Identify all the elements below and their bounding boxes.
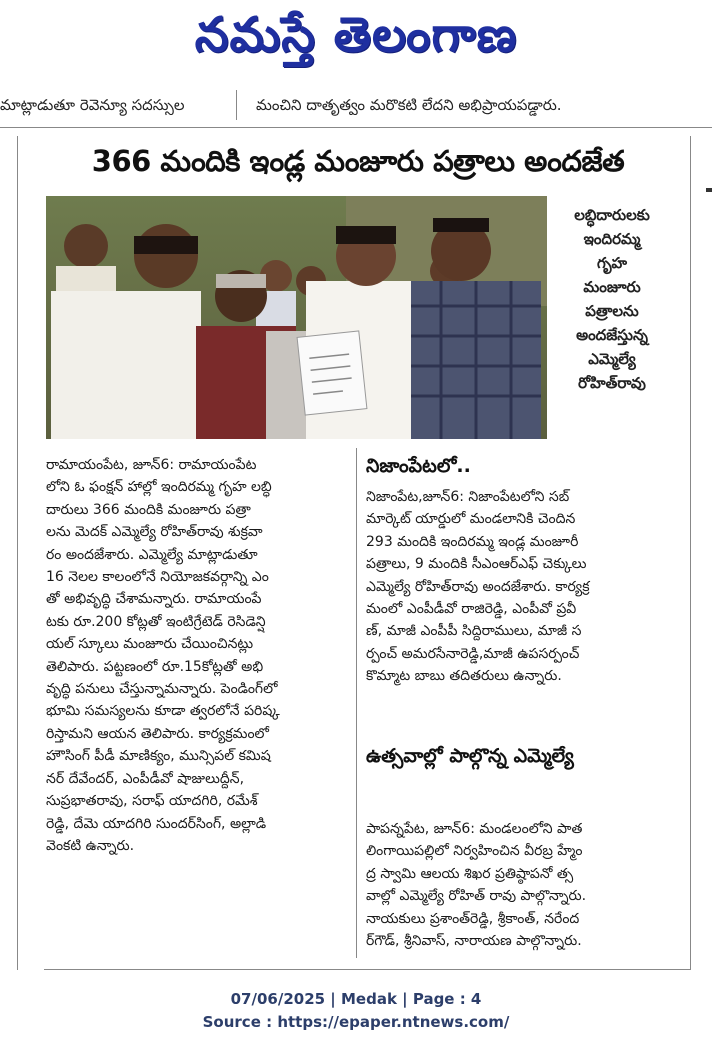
nizampet-column xyxy=(366,486,684,691)
caption-line: పత్రాలను xyxy=(585,302,639,320)
body-line: ఎమ్మెల్యే రోహిత్‌రావు అందజేశారు. కార్యక్ర xyxy=(366,578,590,595)
right-frame-rule xyxy=(690,136,691,970)
caption-line: రోహిత్‌రావు xyxy=(578,374,646,392)
body-line: లోని ఓ ఫంక్షన్ హాల్లో ఇందిరమ్మ గృహ లబ్ధి xyxy=(46,479,272,496)
article-photo xyxy=(46,196,547,439)
footer-date-edition: 07/06/2025 | Medak | Page : 4 xyxy=(230,990,482,1008)
caption-line: మంజూరు xyxy=(583,278,641,296)
photo-caption xyxy=(556,203,668,439)
utsavalu-column xyxy=(366,818,684,958)
body-line: దారులు 366 మందికి మంజూరు పత్రా xyxy=(46,501,251,518)
body-line: భూమి సమస్యలను కూడా త్వరలోనే పరిష్క xyxy=(46,703,280,720)
caption-line: ఎమ్మెల్యే xyxy=(588,350,636,368)
caption-line: గృహ xyxy=(596,254,628,272)
previous-article-strip xyxy=(0,92,712,118)
margin-mark xyxy=(706,188,712,192)
masthead-title: నమస్తే తెలంగాణ xyxy=(194,7,518,63)
body-line: 293 మందికి ఇందిరమ్మ ఇండ్ల మంజూరీ xyxy=(366,533,579,550)
nizampet-heading: నిజాంపేటలో.. xyxy=(366,455,471,477)
body-line: నాయకులు ప్రశాంత్‌రెడ్డి, శ్రీకాంత్, నరేంద xyxy=(366,910,580,927)
caption-line: ఇందిరమ్మ xyxy=(583,230,641,248)
article-headline: 366 మందికి ఇండ్ల మంజూరు పత్రాలు అందజేత xyxy=(91,144,625,178)
article-left-column xyxy=(46,454,349,959)
body-line: టకు రూ.200 కోట్లతో ఇంటిగ్రేటెడ్ రెసిడెన్షి xyxy=(46,613,266,630)
body-line: రామాయంపేట, జూన్‌6: రామాయంపేట xyxy=(46,457,257,473)
newspaper-masthead xyxy=(0,0,712,82)
bottom-rule xyxy=(44,969,690,970)
body-line: వృద్ధి పనులు చేస్తున్నామన్నారు. పెండింగ్‌లో xyxy=(46,681,278,698)
body-line: వాల్లో ఎమ్మెల్యే రోహిత్ రావు పాల్గొన్నారు. xyxy=(366,888,587,905)
body-line: మంలో ఎంపీడీవో రాజిరెడ్డి, ఎంపీవో ప్రవీ xyxy=(366,601,577,618)
body-line: ద్ర స్వామి ఆలయ శిఖర ప్రతిష్ఠాపనో త్స xyxy=(366,865,574,882)
body-line: వెంకటి ఉన్నారు. xyxy=(46,837,135,854)
body-line: పత్రాలు, 9 మందికి సీఎంఆర్ఎఫ్ చెక్కులు xyxy=(366,556,587,573)
body-line: నిజాంపేట,జూన్‌6: నిజాంపేటలోని సబ్ xyxy=(366,489,570,505)
body-line: రెడ్డి, దేమె యాదగిరి సుందర్‌సింగ్, అల్లాడి xyxy=(46,815,267,832)
left-frame-rule xyxy=(17,136,18,970)
body-line: రిస్తామని ఆయన తెలిపారు. కార్యక్రమంలో xyxy=(46,725,269,742)
body-line: రం అందజేశారు. ఎమ్మెల్యే మాట్లాడుతూ xyxy=(46,546,258,563)
strip-divider xyxy=(236,90,237,120)
caption-line: అందజేస్తున్న xyxy=(576,326,648,344)
body-line: ర్పంచ్ అమరసేనారెడ్డి,మాజీ ఉపసర్పంచ్ xyxy=(366,645,580,662)
body-line: ణ్, మాజీ ఎంపీపీ సిద్దిరాములు, మాజీ స xyxy=(366,623,582,640)
body-line: మార్కెట్ యార్డులో మండలానికి చెందిన xyxy=(366,511,576,528)
utsavalu-heading: ఉత్సవాల్లో పాల్గొన్న ఎమ్మెల్యే xyxy=(366,745,574,767)
strip-left-text: మాట్లాడుతూ రెవెన్యూ సదస్సుల xyxy=(0,96,185,114)
column-divider xyxy=(356,448,357,958)
photo-illustration xyxy=(46,196,547,439)
body-line: లను మెదక్ ఎమ్మెల్యే రోహిత్‌రావు శుక్రవా xyxy=(46,524,263,541)
body-line: తో అభివృద్ధి చేశామన్నారు. రామాయంపే xyxy=(46,591,262,608)
body-line: లింగాయిపల్లిలో నిర్వహించిన వీరబ్ర హ్మేం xyxy=(366,843,583,860)
body-line: యల్ స్కూలు మంజూరు చేయించినట్లు xyxy=(46,636,254,653)
caption-line: లబ్ధిదారులకు xyxy=(574,206,650,224)
body-line: నర్ దేవేందర్, ఎంపీడీవో షాజులుద్దీన్, xyxy=(46,770,245,787)
body-line: 16 నెలల కాలంలోనే నియోజకవర్గాన్ని ఎం xyxy=(46,569,269,586)
body-line: ర్‌గౌడ్, శ్రీనివాస్, నారాయణ పాల్గొన్నారు. xyxy=(366,933,582,950)
body-line: సుప్రభాతరావు, సరాఫ్ యాదగిరి, రమేశ్ xyxy=(46,793,258,810)
top-rule xyxy=(0,127,712,128)
strip-right-text: మంచిని దాతృత్వం మరొకటి లేదని అభిప్రాయపడ్డారు. xyxy=(256,96,562,114)
footer-source: Source : https://epaper.ntnews.com/ xyxy=(202,1013,510,1031)
body-line: కొమ్మాట బాబు తదితరులు ఉన్నారు. xyxy=(366,668,562,685)
body-line: తెలిపారు. పట్టణంలో రూ.15కోట్లతో అభి xyxy=(46,658,264,675)
body-line: పాపన్నపేట, జూన్‌6: మండలంలోని పాత xyxy=(366,821,583,837)
body-line: హౌసింగ్ పీడీ మాణిక్యం, మున్సిపల్ కమిష xyxy=(46,748,271,765)
